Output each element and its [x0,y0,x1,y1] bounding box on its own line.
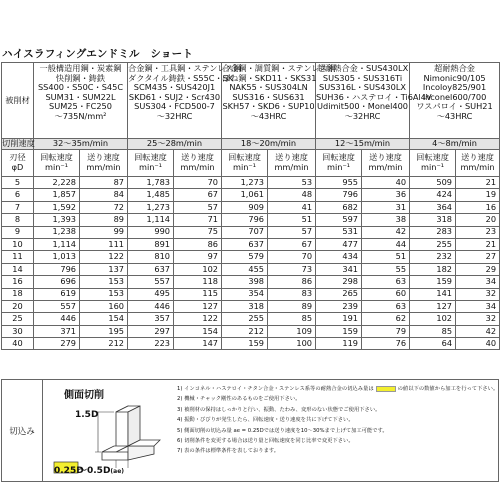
material-row [2,63,500,139]
feed-cell: 70 [268,251,316,263]
rpm-cell: 141 [410,288,456,300]
rpm-cell: 182 [410,263,456,275]
rpm-cell: 64 [410,338,456,350]
ae-label: 0.25D〜0.5D(ae) [54,466,125,476]
feed-cell: 44 [362,238,410,250]
feed-cell: 71 [174,214,222,226]
feed-cell: 212 [80,338,128,350]
feed-cell: 97 [174,251,222,263]
rpm-cell: 1,592 [34,201,80,213]
feed-cell: 31 [362,201,410,213]
feed-cell: 160 [80,300,128,312]
feed-cell: 19 [456,189,500,201]
rpm-cell: 1,061 [222,189,268,201]
rpm-cell: 597 [316,214,362,226]
rpm-cell: 398 [222,276,268,288]
side-cutting-title: 側面切削 [64,390,104,401]
rpm-cell: 1,114 [128,214,174,226]
rpm-cell: 298 [316,276,362,288]
rpm-cell: 796 [34,263,80,275]
diameter-cell: 10 [2,238,34,250]
feed-cell: 57 [174,201,222,213]
rpm-cell: 2,228 [34,177,80,189]
diameter-cell: 9 [2,226,34,238]
rpm-cell: 509 [410,177,456,189]
feed-cell: 100 [268,338,316,350]
rpm-cell: 682 [316,201,362,213]
highlight-legend-swatch [376,386,396,392]
rpm-cell: 1,273 [222,177,268,189]
feed-cell: 86 [268,276,316,288]
rpm-cell: 232 [410,251,456,263]
rpm-cell: 637 [222,238,268,250]
note-2: 2) 機械・チャック剛性のあるものをご使用下さい。 [177,396,301,403]
rpm-cell: 557 [128,276,174,288]
rpm-cell: 212 [222,325,268,337]
rpm-cell: 446 [128,300,174,312]
feed-cell: 147 [174,338,222,350]
rpm-cell: 796 [316,189,362,201]
feed-cell: 21 [456,238,500,250]
rpm-cell: 424 [410,189,456,201]
rpm-cell: 455 [222,263,268,275]
diameter-cell: 40 [2,338,34,350]
rpm-header-2: 回転速度 min⁻¹ [128,150,174,177]
rpm-cell: 85 [410,325,456,337]
feed-cell: 51 [362,251,410,263]
feed-cell: 75 [174,226,222,238]
feed-cell: 23 [456,226,500,238]
material-group-4: 超耐熱合金・SUS430LX SUS305・SUS316Ti SUS316L・SUS430LX SUH36・ハステロイ・Ti6Al4V Udimit500・Monel400 〜32HRC [316,63,410,139]
cut-depth-section [1,379,499,482]
rpm-cell: 1,273 [128,201,174,213]
rpm-cell: 159 [316,325,362,337]
table-row [2,313,500,325]
rpm-header-5: 回転速度 min⁻¹ [410,150,456,177]
rpm-cell: 159 [410,276,456,288]
feed-cell: 118 [174,276,222,288]
table-row [2,189,500,201]
feed-cell: 60 [362,288,410,300]
cutting-speed-4: 12〜15m/min [316,139,410,150]
table-row [2,214,500,226]
feed-cell: 70 [174,177,222,189]
diameter-cell: 20 [2,300,34,312]
rpm-cell: 696 [34,276,80,288]
feed-cell: 41 [268,201,316,213]
ae-highlight: 0.25D [54,466,84,476]
feed-cell: 79 [362,325,410,337]
table-row [2,276,500,288]
table-row [2,201,500,213]
feed-cell: 21 [456,177,500,189]
table-row [2,325,500,337]
rpm-cell: 265 [316,288,362,300]
rpm-cell: 1,783 [128,177,174,189]
cutting-speed-5: 4〜8m/min [410,139,500,150]
rpm-cell: 637 [128,263,174,275]
feed-cell: 87 [80,177,128,189]
rpm-cell: 102 [410,313,456,325]
diameter-cell: 25 [2,313,34,325]
rpm-cell: 1,013 [34,251,80,263]
feed-cell: 153 [80,276,128,288]
rpm-cell: 557 [34,300,80,312]
material-label: 被削材 [2,63,34,139]
feed-cell: 32 [456,313,500,325]
feed-cell: 111 [80,238,128,250]
feed-cell: 20 [456,214,500,226]
feed-cell: 67 [174,189,222,201]
rpm-cell: 707 [222,226,268,238]
feed-cell: 89 [268,300,316,312]
rpm-cell: 909 [222,201,268,213]
diameter-cell: 5 [2,177,34,189]
feed-cell: 62 [362,313,410,325]
note-7: 7) 表の条件は標準条件を表しております。 [177,448,280,455]
rpm-header-1: 回転速度 min⁻¹ [34,150,80,177]
feed-cell: 72 [80,201,128,213]
table-row [2,177,500,189]
rpm-cell: 119 [316,338,362,350]
diameter-cell: 30 [2,325,34,337]
rpm-cell: 990 [128,226,174,238]
feed-cell: 32 [456,288,500,300]
feed-cell: 51 [268,214,316,226]
data-body [2,177,500,350]
feed-cell: 40 [456,338,500,350]
feed-cell: 122 [174,313,222,325]
rpm-cell: 955 [316,177,362,189]
feed-cell: 154 [174,325,222,337]
rpm-cell: 297 [128,325,174,337]
cutting-speed-1: 32〜35m/min [34,139,128,150]
diameter-cell: 18 [2,288,34,300]
feed-cell: 137 [80,263,128,275]
feed-cell: 36 [362,189,410,201]
table-row [2,226,500,238]
diameter-cell: 7 [2,201,34,213]
cutting-speed-3: 18〜20m/min [222,139,316,150]
feed-cell: 73 [268,263,316,275]
rpm-cell: 891 [128,238,174,250]
feed-cell: 153 [80,288,128,300]
rpm-cell: 239 [316,300,362,312]
rpm-cell: 255 [410,238,456,250]
feed-cell: 115 [174,288,222,300]
feed-cell: 89 [80,214,128,226]
cut-depth-label: 切込み [2,380,43,481]
feed-cell: 27 [456,251,500,263]
feed-cell: 63 [362,300,410,312]
rpm-cell: 477 [316,238,362,250]
rpm-cell: 354 [222,288,268,300]
rpm-cell: 223 [128,338,174,350]
diameter-cell: 14 [2,263,34,275]
note-1: 1) インコネル・ハステロイ・チタン合金・ステンレス系等の耐熱合金の切込み量は の値以下の数値から加工を行って下さい。 [177,386,499,392]
cutting-speed-label: 切削速度 [2,138,35,149]
table-row [2,288,500,300]
rpm-cell: 1,857 [34,189,80,201]
rpm-cell: 1,238 [34,226,80,238]
feed-cell: 16 [456,201,500,213]
depth-label: 1.5D [75,410,99,420]
feed-cell: 57 [268,226,316,238]
cutting-speed-2: 25〜28m/min [128,139,222,150]
feed-cell: 102 [174,263,222,275]
feed-cell: 84 [80,189,128,201]
feed-cell: 83 [268,288,316,300]
feed-cell: 99 [80,226,128,238]
feed-cell: 48 [268,189,316,201]
feed-cell: 85 [268,313,316,325]
feed-cell: 67 [268,238,316,250]
rpm-cell: 357 [128,313,174,325]
feed-cell: 109 [268,325,316,337]
note-6: 6) 切削条件を変更する場合は送り量と回転速度を同じ比率で変更下さい。 [177,438,354,445]
rpm-cell: 191 [316,313,362,325]
feed-header-4: 送り速度 mm/min [362,150,410,177]
feed-cell: 29 [456,263,500,275]
table-row [2,263,500,275]
rpm-cell: 283 [410,226,456,238]
feed-cell: 42 [362,226,410,238]
page-title: ハイスラフィングエンドミル ショート [2,48,194,60]
rpm-cell: 1,393 [34,214,80,226]
feed-header-1: 送り速度 mm/min [80,150,128,177]
rpm-cell: 318 [222,300,268,312]
feed-cell: 42 [456,325,500,337]
rpm-cell: 159 [222,338,268,350]
rpm-cell: 341 [316,263,362,275]
diameter-cell: 11 [2,251,34,263]
cutting-conditions-table [1,62,500,350]
rpm-cell: 619 [34,288,80,300]
table-row [2,251,500,263]
feed-cell: 195 [80,325,128,337]
rpm-cell: 371 [34,325,80,337]
rpm-cell: 810 [128,251,174,263]
rpm-cell: 279 [34,338,80,350]
feed-cell: 76 [362,338,410,350]
rpm-header-4: 回転速度 min⁻¹ [316,150,362,177]
material-group-2: 合金鋼・工具鋼・ステンレス鋼 ダクタイル鋳鉄・S55C・SK SCM435・SUS420J1 SKD61・SUJ2・Scr430 SUS304・FCD500-7 〜32HRC [128,63,222,139]
notes [177,384,497,457]
feed-cell: 34 [456,300,500,312]
rpm-cell: 434 [316,251,362,263]
rpm-cell: 255 [222,313,268,325]
rpm-cell: 364 [410,201,456,213]
table-row [2,300,500,312]
rpm-cell: 495 [128,288,174,300]
material-group-3: 合金鋼・調質鋼・ステンレス鋼 ばね鋼・SKD11・SKS31 NAK55・SUS304LN SUS316・SUS631 SKH57・SKD6・SUP10 〜43HRC [222,63,316,139]
cutting-speed-row [2,139,500,150]
note-3: 3) 被削材の保持はしっかりと行い、振動、たわみ、変形のない状態でご使用下さい。 [177,406,381,413]
feed-header-5: 送り速度 mm/min [456,150,500,177]
rpm-cell: 318 [410,214,456,226]
feed-cell: 34 [456,276,500,288]
feed-cell: 63 [362,276,410,288]
feed-header-3: 送り速度 mm/min [268,150,316,177]
rpm-cell: 579 [222,251,268,263]
column-header-row [2,150,500,177]
feed-cell: 53 [268,177,316,189]
dia-header: 刃径 φD [2,150,34,177]
rpm-cell: 796 [222,214,268,226]
feed-cell: 40 [362,177,410,189]
feed-cell: 154 [80,313,128,325]
feed-cell: 38 [362,214,410,226]
table-row [2,338,500,350]
table-row [2,238,500,250]
diameter-cell: 16 [2,276,34,288]
feed-cell: 122 [80,251,128,263]
feed-header-2: 送り速度 mm/min [174,150,222,177]
rpm-cell: 1,114 [34,238,80,250]
material-group-1: 一般構造用鋼・炭素鋼 快削鋼・鋳鉄 SS400・S50C・S45C SUM31・SUM22L SUM25・FC250 〜735N/mm² [34,63,128,139]
rpm-cell: 446 [34,313,80,325]
rpm-header-3: 回転速度 min⁻¹ [222,150,268,177]
diameter-cell: 6 [2,189,34,201]
material-group-5: 超耐熱合金 Nimonic90/105 Incoloy825/901 Inconel600/700 ワスパロイ・SUH21 〜43HRC [410,63,500,139]
rpm-cell: 127 [410,300,456,312]
diameter-cell: 8 [2,214,34,226]
feed-cell: 86 [174,238,222,250]
feed-cell: 55 [362,263,410,275]
feed-cell: 127 [174,300,222,312]
note-5: 5) 側面切削の切込み量 ae = 0.25Dでは送り速度を10〜30%まで上げて加工可能です。 [177,427,388,434]
rpm-cell: 1,485 [128,189,174,201]
rpm-cell: 531 [316,226,362,238]
note-4: 4) 振動・びびりが発生したら、回転速度・送り速度を共に下げて下さい。 [177,417,354,424]
